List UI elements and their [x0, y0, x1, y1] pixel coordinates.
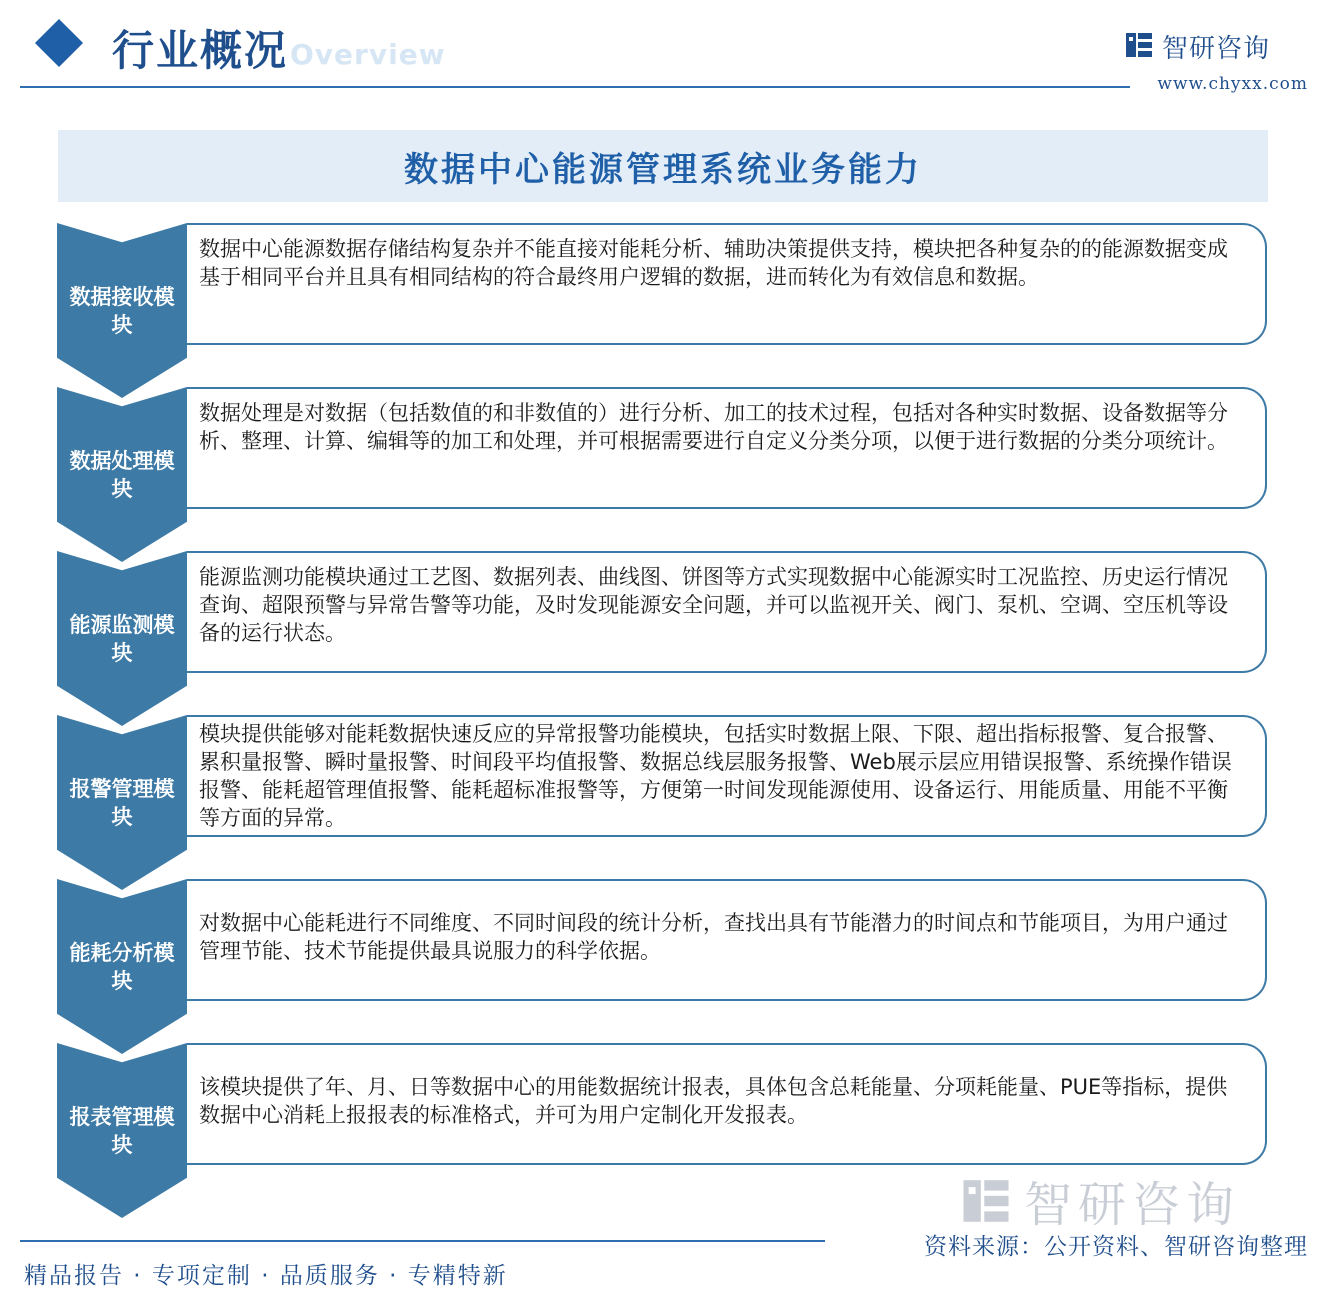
- brand: [1108, 28, 1308, 98]
- module-description: 能源监测功能模块通过工艺图、数据列表、曲线图、饼图等方式实现数据中心能源实时工况监控、历史运行情况查询、超限预警与异常告警等功能，及时发现能源安全问题，并可以监视开关、阀门、泵机、空调、空压机等设备的运行状态。: [199, 565, 1228, 645]
- footer-slogan: 精品报告 · 专项定制 · 品质服务 · 专精特新: [24, 1263, 508, 1289]
- module-description: 该模块提供了年、月、日等数据中心的用能数据统计报表，具体包含总耗能量、分项耗能量、PUE等指标，提供数据中心消耗上报报表的标准格式，并可为用户定制化开发报表。: [199, 1075, 1228, 1127]
- watermark-name: 智研咨询: [1024, 1177, 1241, 1233]
- brand-name: 智研咨询: [1162, 34, 1271, 64]
- module-description-box: [187, 1043, 1267, 1165]
- panel-title-box: [58, 130, 1268, 202]
- module-description-box: [187, 387, 1267, 509]
- module-description-box: [187, 551, 1267, 673]
- module-label: 数据接收模块: [69, 285, 175, 337]
- module-description-box: [187, 223, 1267, 345]
- module-label: 数据处理模块: [69, 449, 175, 501]
- module-row: [0, 551, 1330, 715]
- module-description: 数据中心能源数据存储结构复杂并不能直接对能耗分析、辅助决策提供支持，模块把各种复杂的的能源数据变成基于相同平台并且具有相同结构的符合最终用户逻辑的数据，进而转化为有效信息和数据。: [199, 237, 1228, 289]
- panel-title: 数据中心能源管理系统业务能力: [404, 149, 922, 190]
- watermark-logo-icon: [960, 1175, 1012, 1227]
- brand-url: www.chyxx.com: [1157, 74, 1308, 94]
- module-row: [0, 223, 1330, 387]
- module-description: 对数据中心能耗进行不同维度、不同时间段的统计分析，查找出具有节能潜力的时间点和节能项目，为用户通过管理节能、技术节能提供最具说服力的科学依据。: [199, 911, 1228, 963]
- diamond-icon: [35, 19, 83, 67]
- header-title: 行业概况: [112, 26, 289, 75]
- header-subtitle: Overview: [290, 38, 446, 71]
- brand-logo-icon: [1124, 30, 1154, 60]
- module-description: 模块提供能够对能耗数据快速反应的异常报警功能模块，包括实时数据上限、下限、超出指标报警、复合报警、累积量报警、瞬时量报警、时间段平均值报警、数据总线层服务报警、Web展示层应用错误报警、系统操作错误报警、能耗超管理值报警、能耗超标准报警等，方便第一时间发现能源使用、设备运行、用能质量、用能不平衡等方面的异常。: [199, 722, 1232, 830]
- footer-divider: [20, 1240, 825, 1242]
- module-row: [0, 387, 1330, 551]
- watermark-brand: [960, 1166, 1240, 1235]
- header-divider: [20, 86, 1130, 88]
- module-label: 能源监测模块: [69, 613, 175, 665]
- footer-source: 资料来源：公开资料、智研咨询整理: [924, 1234, 1308, 1260]
- module-description-box: [187, 715, 1267, 837]
- module-label: 报警管理模块: [69, 777, 175, 829]
- module-label: 报表管理模块: [69, 1105, 175, 1157]
- module-description-box: [187, 879, 1267, 1001]
- module-row: [0, 879, 1330, 1043]
- module-label: 能耗分析模块: [69, 941, 175, 993]
- header: [0, 0, 1330, 100]
- module-description: 数据处理是对数据（包括数值的和非数值的）进行分析、加工的技术过程，包括对各种实时数据、设备数据等分析、整理、计算、编辑等的加工和处理，并可根据需要进行自定义分类分项，以便于进行数据的分类分项统计。: [199, 401, 1228, 453]
- module-row: [0, 715, 1330, 879]
